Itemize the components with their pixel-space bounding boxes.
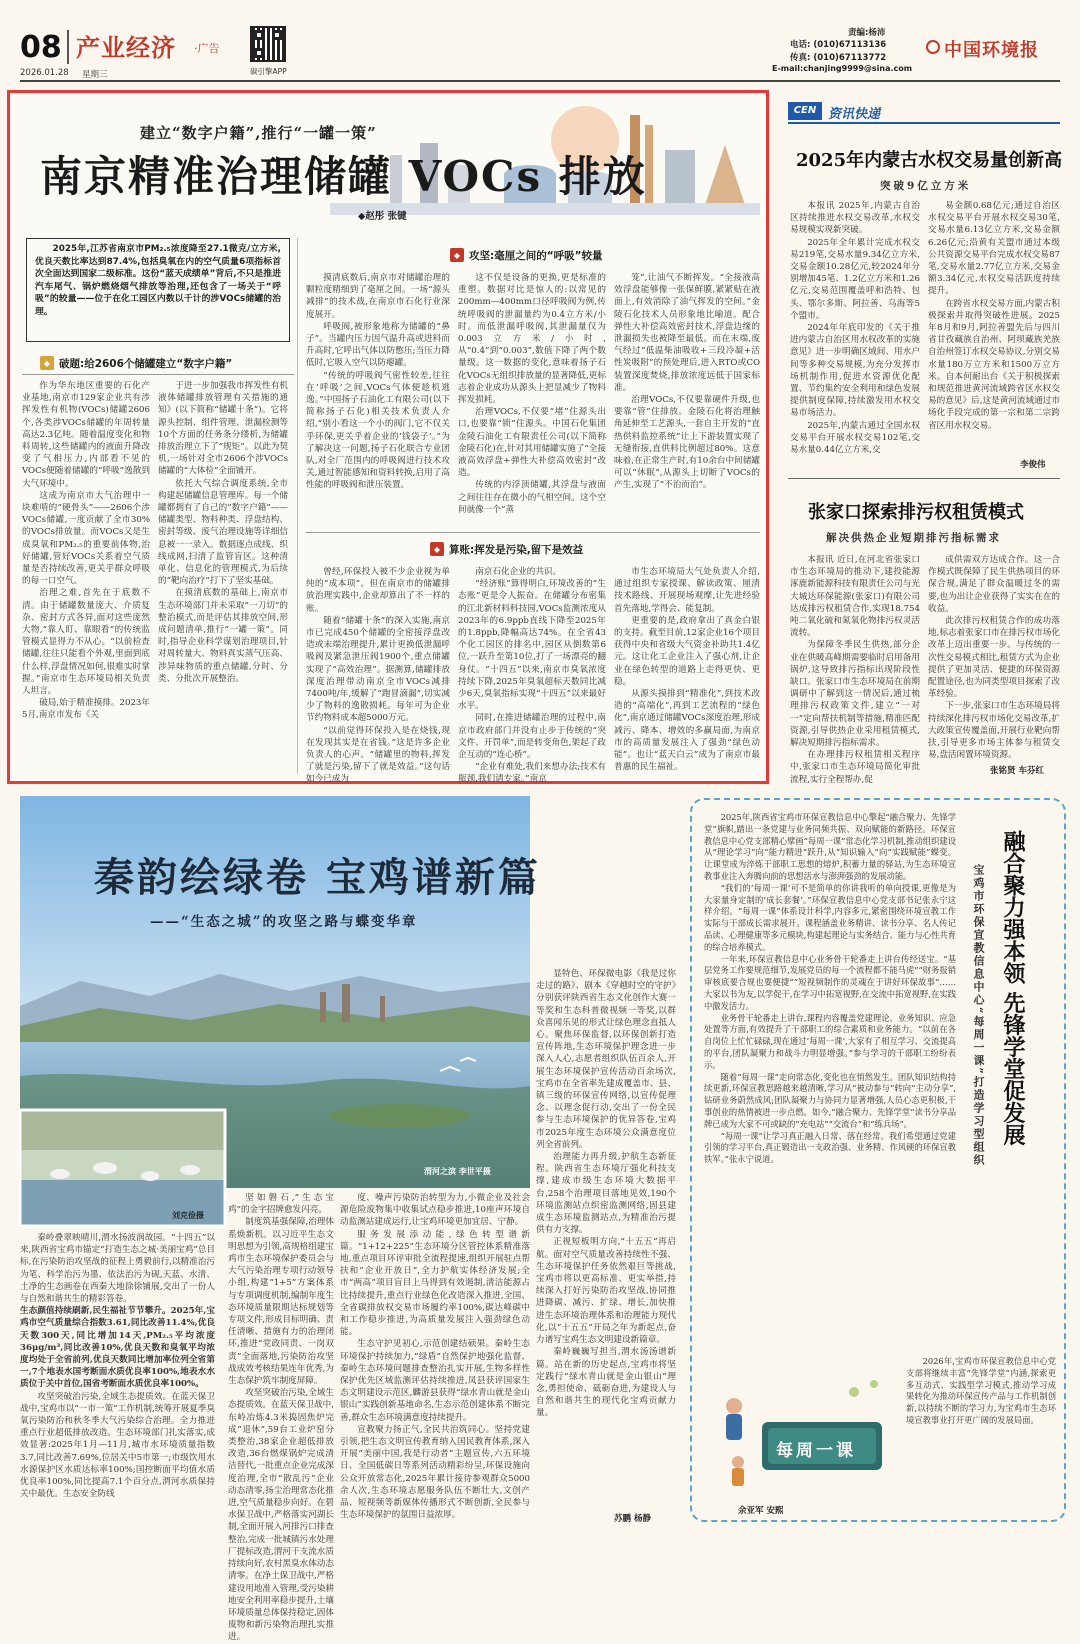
section-icon: ◆ <box>40 356 54 370</box>
section-heading-1 <box>40 354 290 372</box>
paragraph: 2024年年底印发的《关于推进内蒙古自治区用水权改革的实施意见》进一步明确区域间、用水户间等多种交易规模,为充分发挥市场机制作用,促进水资源优化配置、节约集约安全利用和绿色发展提供制度保障,持续激发用水权交易市场活力。 <box>790 323 920 419</box>
paragraph: 这不仅是设备的更换,更是标准的重塑。数据对比是惊人的:以常见的200mm—400mm口径呼吸阀为例,传统呼吸阀的泄漏量约为0.4立方米/小时。而低泄漏呼吸阀,其泄漏量仅为0.003立方米/小时,从“0.4”到“0.003”,数值下降了两个数量级。这一数据的变化,意味着扬子石化VOCs无组织排放量的显著降低,更标志着企业成功从源头上把显减少了物料挥发损耗。 <box>458 273 606 406</box>
paragraph: 生态守护见初心,示范创建结硕果。秦岭生态环境保护持续加力,“绿盾”自然保护地强化监督、秦岭生态环境问题排查整治扎实开展,生物多样性保护优先区域监测评估持续推进,凤县获评国家生态文明建设示范区,麟游县获得“绿水青山就是金山银山”实践创新基地命名,生态示范创建体系不断完善,群众生态环境满意度持续提升。 <box>340 1339 530 1423</box>
paragraph: 生态颜值持续刷新,民生福祉节节攀升。2025年,宝鸡市空气质量综合指数3.61,同比改善11.4%,优良天数300天,同比增加14天,PM₂.₅平均浓度36μg/m³,同比改善10%,优良天数和臭氧平均浓度均处于全省前列,优良天数同比增加率位列全省第一,7个地表水国考断面水质优良率100%,地表水水质位于关中首位,国省考断面水质优良率100%。 <box>20 1306 215 1390</box>
lead-text: 2025年,江苏省南京市PM₂.₅浓度降至27.1微克/立方米,优良天数比率达到87.4%,包括臭氧在内的空气质量6项指标首次全面达到国家二级标准。这份“蓝天成绩单”背后,不只是推进汽车尾气、锅炉燃烧烟气排放等治理,还包含了一场关于“呼吸”的较量——位于在化工园区内数以千计的涉VOCs储罐的治理。 <box>35 244 281 317</box>
paper-logo-icon <box>926 40 940 54</box>
feature-col-2 <box>228 1192 334 1643</box>
phone: 电话: (010)67113136 <box>790 40 887 50</box>
main-col-2 <box>158 380 288 774</box>
paragraph: 坚如磐石,“生态宝鸡”的金字招牌愈发闪亮。 <box>228 1193 334 1216</box>
main-col-1 <box>22 380 150 774</box>
weekly-lesson-illustration <box>704 1362 900 1502</box>
paragraph: 摸清底数后,南京市对储罐治理的颗粒度精细到了毫厘之间。一场“源头减排”的技术战,在南京市石化行业深度展开。 <box>306 273 450 320</box>
sidebar-subtitle: 宝鸡市环保宣教信息中心“每周一课”打造学习型组织 <box>972 864 985 1167</box>
paragraph: 更重要的是,政府拿出了真金白银的支持。截至目前,12家企业16个项目获得中央和省级大气资金补助共1.4亿元。这让化工企业注入了强心剂,让企业在绿色转型的道路上走得更快、更稳。 <box>614 615 760 687</box>
photo-credit-1: 渭河之滨 李世平摄 <box>424 1166 491 1176</box>
weekly-lesson-badge: 每周一课 <box>776 1441 856 1461</box>
news-2-author: 张铭贤 车芬红 <box>990 766 1044 776</box>
section-subtitle: ·广告 <box>194 42 220 55</box>
main-byline: ◆赵彤 张键 <box>358 211 407 222</box>
paragraph: 破局,始于精准摸排。2023年5月,南京市发布《关 <box>22 698 150 721</box>
paragraph: 制度筑基强保障,治理体系焕新机。以习近平生态文明思想为引领,高规格组建宝鸡市生态环境保护委员会与大气污染治理专项行动领导小组,构建“1+5”方案体系与专项调度机制,编制年度生态环境质量限期达标规划等专项文件,形成目标明确、责任清晰、措施有力的治理闭环,推进“党政同责、一岗双责”全面落地,污染防治攻坚战成效考核结果连年优秀,为生态保护筑牢制度屏障。 <box>228 1217 334 1387</box>
cen-badge: CEN <box>788 102 822 120</box>
news-subtitle-1: 突破9亿立方米 <box>880 180 972 192</box>
paragraph: 作为华东地区重要的石化产业基地,南京市129家企业共有涉挥发性有机物(VOCs)储罐2606个,各类涉VOCs储罐的年周转量高达2.3亿吨。随着温度变化和物料周转,这些储罐内的液面升降改变了气相压力,内部看不见的VOCs便随着储罐的“呼吸”逸散到大气环境中。 <box>22 381 150 489</box>
section-heading-1-label: 破题:给2606个储罐建立“数字户籍” <box>59 357 233 370</box>
paragraph: 显特色、环保微电影《我是过你走过的路》、剧本《穿越时空的守护》分别获评陕西省生态文化创作大赛一等奖和生态科普微视频一等奖,以群众喜闻乐见的形式让绿色理念直抵人心。聚焦环保监督,以环保创新打造宣传阵地,生态环境保护理念进一步深入人心,志愿者组织队伍百余人,开展生态环境保护宣传活动百余场次,宝鸡市在全省率先建成覆盖市、县、镇三级的环保宣传网络,以宣传促理念、以理念促行动,交出了一份全民参与生态环境保护的优异答卷,宝鸡市2025年度生态环境公众满意度位列全省前列。 <box>536 969 676 1150</box>
sidebar-author: 余亚军 安熙 <box>738 1506 784 1516</box>
news-title-2: 张家口探索排污权租赁模式 <box>808 502 1024 523</box>
issue-weekday: 星期三 <box>82 70 108 80</box>
section-heading-3 <box>430 540 650 558</box>
feature-subtitle: ——“生态之城”的攻坚之路与蝶变华章 <box>150 914 418 930</box>
main-col-4 <box>458 272 606 524</box>
paragraph: 同时,在推进储罐治理的过程中,南京市政府部门并没有止步于传统的“突文件、开罚单”,而是转变角色,架起了政企互动的“连心桥”。 <box>458 713 606 761</box>
paragraph: 本报讯 近日,在河北省张家口市生态环境局的推动下,建投能源涿鹿新能源科技有限责任公司与光大城达环保能源(张家口)有限公司达成排污权租赁合作,实现18.754吨二氧化硫和氮氧化物排污权灵活流转。 <box>790 555 920 639</box>
news-1-col-1 <box>790 200 920 470</box>
feature-author: 苏鹏 杨静 <box>614 1514 651 1524</box>
feature-photo-birds <box>20 1110 225 1226</box>
photo-credit-2: 刘克俭摄 <box>172 1210 204 1220</box>
paragraph: 治理VOCs,不仅要靠硬件升级,也要靠“管”住排放。金陵石化将治理触角延伸至工艺源头,一套自主开发的“直热供料监控系统”让上下游装置实现了无缝衔接,直供料比例超过80%。这意味着,在正常生产时,有10余台中间储罐可以“休眠”,从源头上切断了VOCs的产生,实现了“不治而治”。 <box>614 395 760 491</box>
paragraph: 秦岭巍巍写担当,渭水汤汤谱新篇。站在新的历史起点,宝鸡市将坚定践行“绿水青山就是金山银山”理念,勇担使命、砥砺奋进,为建设人与自然和谐共生的现代化宝鸡贡献力量。 <box>536 1347 676 1419</box>
paragraph: 治理之难,首先在于底数不清。由于储罐数量庞大、介质复杂、密封方式各异,面对这些庞然大物,“靠人盯、靠眼看”的传统监管模式显得力不从心。“以前检查储罐,往往只能看个外观,里面到底什么样,浮盘情况如何,很难实时掌握。”南京市生态环境局相关负责人坦言。 <box>22 588 150 697</box>
news-subtitle-2: 解决供热企业短期排污指标需求 <box>826 532 1001 544</box>
paragraph: 这成为南京市大气治理中一块难啃的“硬骨头”——2606个涉VOCs储罐,一度贡献了全市30%的VOCs排放量。而VOCs又是生成臭氧和PM₂.₅的重要前体物,治好储罐,管好VOCs关系着空气质量是否持续改善,更关乎群众呼吸的每一口空气。 <box>22 490 150 587</box>
section-title: 产业经济 <box>76 33 176 62</box>
paragraph: 曾经,环保投入被不少企业视为单纯的“成本项”。但在南京市的储罐排放治理实践中,企业却算出了不一样的账。 <box>306 567 450 614</box>
paragraph: 随着“每周一课”走向常态化,变化也在悄然发生。团队知识结构持续更新,环保宣教思路越来越清晰,学习从“被动参与”转向“主动分享”,钻研业务蔚然成风;团队凝聚力与协同力显著增强,人员心态更积极,干事创业的热情被进一步点燃。如今,“融合聚力、先锋学堂”读书分享品牌已成为大家不可或缺的“充电站”“交流台”和“练兵场”。 <box>704 1071 956 1129</box>
masthead <box>0 0 1080 82</box>
paragraph: 在办理排污权租赁相关程序中,张家口市生态环境局简化审批流程,实行全程帮办,促 <box>790 750 920 785</box>
editor: 责编:杨沛 <box>848 28 886 38</box>
news-title-1: 2025年内蒙古水权交易量创新高 <box>796 150 1063 171</box>
main-col-3b <box>306 566 450 785</box>
paragraph: 易金额0.68亿元;通过自治区水权交易平台开展水权交易30笔,交易水量6.13亿立方米,交易金额6.26亿元;沿黄有关盟市通过本级公共资源交易平台完成水权交易87笔,交易水量2.77亿立方米,交易金额3.34亿元,水权交易活跃度持续提升。 <box>928 201 1060 297</box>
paragraph: “我们的‘每周一课’可不是简单的你讲我听的单向授课,更像是为大家量身定制的‘成长套餐’。”环保宣教信息中心党支部书记张永宁这样介绍。“每周一课”体系设计科学,内容多元,紧密围绕环境宣教工作实际与干部成长需求展开。课程涵盖业务精讲、读书分享、名人传记品读、心理健康等多元模块,构建起理论与实务结合、能力与心性共育的综合培养模式。 <box>704 882 956 952</box>
section-icon: ◆ <box>430 542 444 556</box>
paragraph: 攻坚突破治污染,全域生态提质效。在蓝天保卫战中,东岭冶炼4.3米捣固焦炉完成“退休”,59台工业炉窑分类整治,38家企业超低排放改造,36台燃煤锅炉完成清洁替代,一批重点企业完成深度治理,全市“散乱污”企业动态清零,扬尘治理常态化推进,空气质量稳步向好。在碧水保卫战中,严格落实河湖长制,全面开展入河排污口排查整治,完成一批城镇污水处理厂提标改造,渭河干支流水质持续向好,农村黑臭水体动态清零。在净土保卫战中,严格建设用地准入管理,受污染耕地安全利用率稳步提升,土壤环境质量总体保持稳定,固体废物和新污染物治理扎实推进。 <box>228 1388 334 1643</box>
news-2-col-1 <box>790 554 920 785</box>
paragraph: 笼”,让油气不断挥发。“全接液高效浮盘能够像一张保鲜膜,紧紧贴在液面上,有效消除了油气挥发的空间。”金陵石化技术人员形象地比喻道。配合弹性大补偿高效密封技术,浮盘边缘的泄漏损失也被降至最低。而在末端,废气经过“低温柴油吸收+三段冷凝+活性炭吸附”的预处理后,进入RTO或CO装置深度焚烧,排放浓度远低于国家标准。 <box>614 273 760 393</box>
paragraph: “每周一课”让学习真正融入日常、落在经常。我们希望通过党建引领的学习平台,真正锻造出一支政治强、业务精、作风硬的环保宣教铁军。”张永宁说道。 <box>704 1130 956 1165</box>
page-number: 08 <box>20 30 62 65</box>
paragraph: 在跨省水权交易方面,内蒙古积极探索并取得突破性进展。2025年8月和9月,阿拉善盟先后与四川省甘孜藏族自治州、阿坝藏族羌族自治州签订水权交易协议,分别交易水量180万立方米和1500万立方米。自本何耐出台《关于积极探索和规范推进黄河流域跨省区水权交易的意见》后,这是黄河流域通过市场化手段完成的第一宗和第二宗跨省区用水权交易。 <box>928 298 1060 431</box>
paragraph: 成供需双方达成合作。这一合作模式既保障了民生供热项目的环保合规,满足了群众温暖过冬的需要,也为出让企业获得了实实在在的收益。 <box>928 555 1060 614</box>
paragraph: 下一步,张家口市生态环境局将持续深化排污权市场化交易改革,扩大政策宣传覆盖面,开展行业靶向帮扶,引导更多市场主体参与租赁交易,盘活闲置环境资源。 <box>928 701 1060 761</box>
news-header-title: 资讯快递 <box>828 107 881 122</box>
paragraph: 于进一步加强我市挥发性有机液体储罐排放管理有关措施的通知》(以下简称“储罐十条”)。它将源头控制、组件管理、泄漏检测等10个方面的任务条分缕析,为储罐排放治理立下了“规矩”。以此为契机,一场针对全市2606个涉VOCs储罐的“大体检”全面铺开。 <box>158 381 288 477</box>
feature-col-3 <box>340 1192 530 1522</box>
feature-col-1 <box>20 1232 215 1522</box>
sidebar-body <box>704 812 956 1356</box>
news-1-col-2 <box>928 200 1060 456</box>
paragraph: 服务发展添动能,绿色转型谱新篇。“1+12+225”生态环境分区管控体系精准落地,重点项目环评审批全流程提速,组织开展驻点帮扶和“企业开放日”,全力护航实体经济发展;全市“两高”项目盲目上马得到有效遏制,清洁能源占比持续提升,重点行业绿色化改造深入推进,全国、全省碳排放权交易市场履约率100%,碳达峰碳中和工作稳步推进,为高质量发展注入强劲绿色动能。 <box>340 1229 530 1338</box>
paragraph: 治理VOCs,不仅要“堵”住源头出口,也要靠“锁”住源头。中国石化集团金陵石油化工有限责任公司(以下简称金陵石化)在,针对其用储罐实施了“全接液高效浮盘+弹性大补偿高效密封”改造。 <box>458 407 606 479</box>
paragraph: 2025年全年累计完成水权交易219笔,交易水量9.34亿立方米,交易金额10.28亿元,较2024年分别增加45笔、1.2亿立方米和1.26亿元,交易范围覆盖呼和浩特、包头、鄂尔多斯、阿拉善、乌海等5个盟市。 <box>790 237 920 321</box>
sidebar-title: 融合聚力强本领 先锋学堂促发展 <box>1000 830 1026 1146</box>
feature-col-4 <box>536 968 676 1508</box>
paragraph: 从源头摸排到“精准化”,到技术改造的“高端化”,再到工艺流程的“绿色化”,南京通过储罐VOCs深度治理,形成减污、降本、增效的多赢局面,为南京市的高质量发展注入了强劲“绿色动能”。也让“蓝天白云”成为了南京市最普惠的民生福祉。 <box>614 689 760 773</box>
lead-box <box>26 238 290 342</box>
paragraph: 南京石化企业的共识。 <box>475 567 562 577</box>
paragraph: 传统的内浮顶储罐,其浮盘与液面之间往往存在微小的气相空间。这个空间就像一个“蒸 <box>458 480 606 515</box>
sidebar-body-tail <box>906 1356 1056 1502</box>
paragraph: 2025年,陕西省宝鸡市环保宣教信息中心擎起“融合聚力、先锋学堂”旗帜,踏出一条党建与业务同频共振、双向赋能的新路径。环保宣教信息中心党支部精心擘画“每周一课”常态化学习机制,推动组织建设从“理论学习”向“能力精进”跃升,从“知识输入”向“实践赋能”蝶变。让课堂成为淬炼干部职工思想的熔炉,积蓄力量的驿站,为生态环境宣教事业注入奔腾向前的思想活水与澎湃强劲的发展动能。 <box>704 812 957 881</box>
paragraph: 攻坚突破治污染,全域生态提质效。在蓝天保卫战中,宝鸡市以“一市一策”工作机制,统筹开展夏季臭氧污染防治和秋冬季大气污染综合治理。全力推进重点行业超低排放改造。生态环境部门扎实落实,成效显著:2025年1月—11月,城市水环境质量指数3.7,同比改善7.69%,位居关中5市第一;市级饮用水水源保护区水质达标率100%;国控断面平均值水质优良率100%,同比提高7.1个百分点,渭河水质保持关中最优。生态安全防线 <box>20 1391 215 1500</box>
main-col-4b <box>458 566 606 785</box>
paragraph: “以前觉得环保投入是在烧钱,现在发现其实是在省钱。”这是许多企业负责人的心声。“储罐里的物料,挥发了就是污染,留下了就是效益。”这句话如今已成为 <box>306 725 450 785</box>
main-col-5 <box>614 272 760 524</box>
paragraph: 治理能力再升级,护航生态新征程。陕西省生态环境厅强化科技支撑,建成市级生态环境大数据平台,258个治理项目落地见效,190个环境监测站点织密监测网络,固县建成生态环境监测站点,为精准治污提供有力支撑。 <box>536 1152 676 1236</box>
paragraph: 业务骨干轮番走上讲台,课程内容覆盖党建理论、业务知识、应急处置等方面,有效提升了干部职工的综合素质和业务能力。“以前在各自岗位上忙忙碌碌,现在通过‘每周一课’,大家有了相互学习、交流提高的平台,团队凝聚力和战斗力明显增强。”参与学习的干部职工纷纷表示。 <box>704 1012 956 1070</box>
paragraph: 秦岭叠翠映晴川,渭水扬波润故园。“十四五”以来,陕西省宝鸡市锚定“打造生态之城·美丽宝鸡”总目标,在污染防治攻坚战的征程上勇毅前行,以精准治污为笔、科学治污为墨、依法治污为砚,天蓝、水清、土净的生态画卷在西秦大地徐徐铺展,交出了一份人与自然和谐共生的精彩答卷。 <box>20 1233 215 1305</box>
section-heading-3-label: 算账:挥发是污染,留下是效益 <box>449 543 584 556</box>
paragraph: 本报讯 2025年,内蒙古自治区持续推进水权交易改革,水权交易规模实现新突破。 <box>790 201 920 236</box>
paragraph: 度、噪声污染防治转型为力,小微企业及社会源危险废物集中收集试点稳步推进,10座声环境自动监测站建成运行,让宝鸡环境更加宜居、宁静。 <box>340 1193 530 1228</box>
qr-label: 碳引擎APP <box>250 67 287 76</box>
paragraph: 一年来,环保宣教信息中心业务骨干轮番走上讲台传经送宝。“基层党务工作要规范细节,发展党员的每一个流程都不能马虎”“财务报销审核底要合规也要便捷”“短视频制作的灵魂在于讲好环保故事”……大家以书为友,以学促干,在学习中拓宽视野,在交流中拓宽视野,在实践中激发活力。 <box>704 953 956 1011</box>
email: E-mail:chanjing9999@sina.com <box>772 64 913 73</box>
paragraph: 依托大气综合调度系统,全市构建起储罐信息管理库。每一个储罐都拥有了自己的“数字户籍”——储罐类型、物料种类、浮盘结构、密封等级、废气治理设施等详细信息被一一录入。数据逐点成线、织线成网,扫清了监管盲区。这种清单化、信息化的管理模式,为后续的“靶向治疗”打下了坚实基础。 <box>158 478 288 587</box>
paragraph: 此次排污权租赁合作的成功落地,标志着张家口市在排污权市场化改革上迈出重要一步。与传统的一次性交易模式相比,租赁方式为企业提供了更加灵活、便捷的环保资源配置途径,也为同类型项目探索了改革经验。 <box>928 616 1060 700</box>
paragraph: 呼吸阀,被形象地称为储罐的“鼻子”。当罐内压力因气温升高或进料而升高时,它呼出气体以防憋压;当压力降低时,它吸入空气以防瘪罐。 <box>306 321 450 369</box>
paper-name: 中国环境报 <box>944 40 1039 61</box>
main-col-5b <box>614 566 760 774</box>
section-heading-2 <box>450 246 650 264</box>
paragraph: 宣教聚力扬正气,全民共治筑同心。坚持党建引领,把生态文明宣传教育纳入国民教育体系,深入开展“美丽中国,我是行动者”主题宣传,六五环境日、全国低碳日等系列活动精彩纷呈,环保设施向公众开放常态化,2025年累计接待参观群众5000余人次,生态环境志愿服务队伍不断壮大,文创产品、短视频等新媒体传播形式不断创新,全民参与生态环境保护的氛围日益浓厚。 <box>340 1424 530 1521</box>
news-1-author: 李俊伟 <box>1020 460 1046 470</box>
fax: 传真: (010)67113772 <box>790 53 887 63</box>
paragraph: 2025年,内蒙古通过全国水权交易平台开展水权交易102笔,交易水量0.44亿立方米,交 <box>790 420 920 456</box>
issue-date: 2026.01.28 <box>20 68 69 78</box>
paragraph: 为保障冬季民生供热,部分企业在供暖高峰期需要临时启用备用锅炉,这导致排污指标出现阶段性缺口。张家口市生态环境局在前期调研中了解到这一情况后,通过梳理排污权政策文件,建立“一对一”定向帮扶机制等措施,精准匹配资源,引导供热企业采用租赁模式,解决短期排污指标需求。 <box>790 640 920 749</box>
section-icon: ◆ <box>450 248 464 262</box>
news-header <box>788 100 1060 124</box>
paragraph: 在摸清底数的基础上,南京市生态环境部门并未采取“一刀切”的整治模式,而是评估其排放空间,形成问题清单,推行“一罐一策”。同时,指导企业科学谋划治理项目,针对周转量大、物料真实蒸气压高、涉异味物质的重点储罐,分时、分类、分批次开展整治。 <box>158 588 288 684</box>
section-heading-2-label: 攻坚:毫厘之间的“呼吸”较量 <box>469 249 603 262</box>
main-title: 南京精准治理储罐 VOCs 排放 <box>40 152 647 201</box>
paragraph: “传统的呼吸阀气密性较差,往往在‘呼吸’之间,VOCs气体便趁机逃逸。”中国扬子石油化工有限公司(以下简称扬子石化)相关技术负责人介绍,“别小看这一个小的阀门,它不仅关乎环保,更关乎着企业的‘钱袋子’。”为了解决这一问题,扬子石化联合专业团队,对全厂范围内的呼吸阀进行技术攻关,通过智能感知和资料转换,启用了高性能的呼吸阀和泄压装置。 <box>306 370 450 491</box>
main-kicker: 建立“数字户籍”,推行“一罐一策” <box>140 124 377 142</box>
qr-code[interactable] <box>250 26 286 62</box>
paragraph: 正视短板明方向,“十五五”再启航。面对空气质量改善持续性不强、生态环境保护任务依然艰巨等挑战,宝鸡市将以更高标准、更实举措,持续深入打好污染防治攻坚战,协同推进降碳、减污、扩绿、增长,加快推进生态环境治理体系和治理能力现代化,以“十五五”开局之年为新起点,奋力谱写宝鸡生态文明建设新篇章。 <box>536 1237 676 1346</box>
paragraph: 随着“储罐十条”的深入实施,南京市已完成450个储罐的全密接浮盘改造或末端治理提升,累计更换低泄漏呼吸阀及紧急泄压阀1900个,重点储罐实现了“高效治理”。据测算,储罐排放深度治理带动南京全市VOCs减排7400吨/年,缓解了“跑冒滴漏”,切实减少了物料的逸散损耗。每年可为企业节约物料成本超5000万元。 <box>306 615 450 724</box>
main-col-3 <box>306 272 450 524</box>
paragraph: 市生态环境局大气处负责人介绍,通过组织专家授课、解读政策、厘清技术路线、开展现场观摩,让先进经验首先落地,学得会、能复制。 <box>614 567 760 614</box>
paragraph: “企业有难处,我们来想办法;技术有瓶颈,我们请专家。”南京 <box>458 762 606 785</box>
news-2-col-2 <box>928 554 1060 762</box>
paragraph: “经济账”算得明白,环境改善的“生态账”更是令人振奋。在储罐分布密集的江北新材料科技园,VOCs监测浓度从2023年的6.9ppb直线下降至2025年的1.8ppb,降幅高达74%。在全省43个化工园区的排名中,园区从倒数第6位,一跃升至第10位,打了一场漂亮的翻身仗。“十四五”以来,南京市臭氧浓度持续下降,2025年臭氧超标天数同比减少6天,臭氧指标实现“十四五”以来最好水平。 <box>458 579 606 712</box>
paragraph: 2026年,宝鸡市环保宣教信息中心党支部将继续丰富“先锋学堂”内涵,探索更多互动式、实践型学习模式,推动学习成果转化为推动环保宣传产品与工作机制创新,以持续不断的学习力,为宝鸡市生态环境宣教事业打开更广阔的发展局面。 <box>906 1356 1056 1425</box>
feature-title: 秦韵绘绿卷 宝鸡谱新篇 <box>94 854 541 901</box>
